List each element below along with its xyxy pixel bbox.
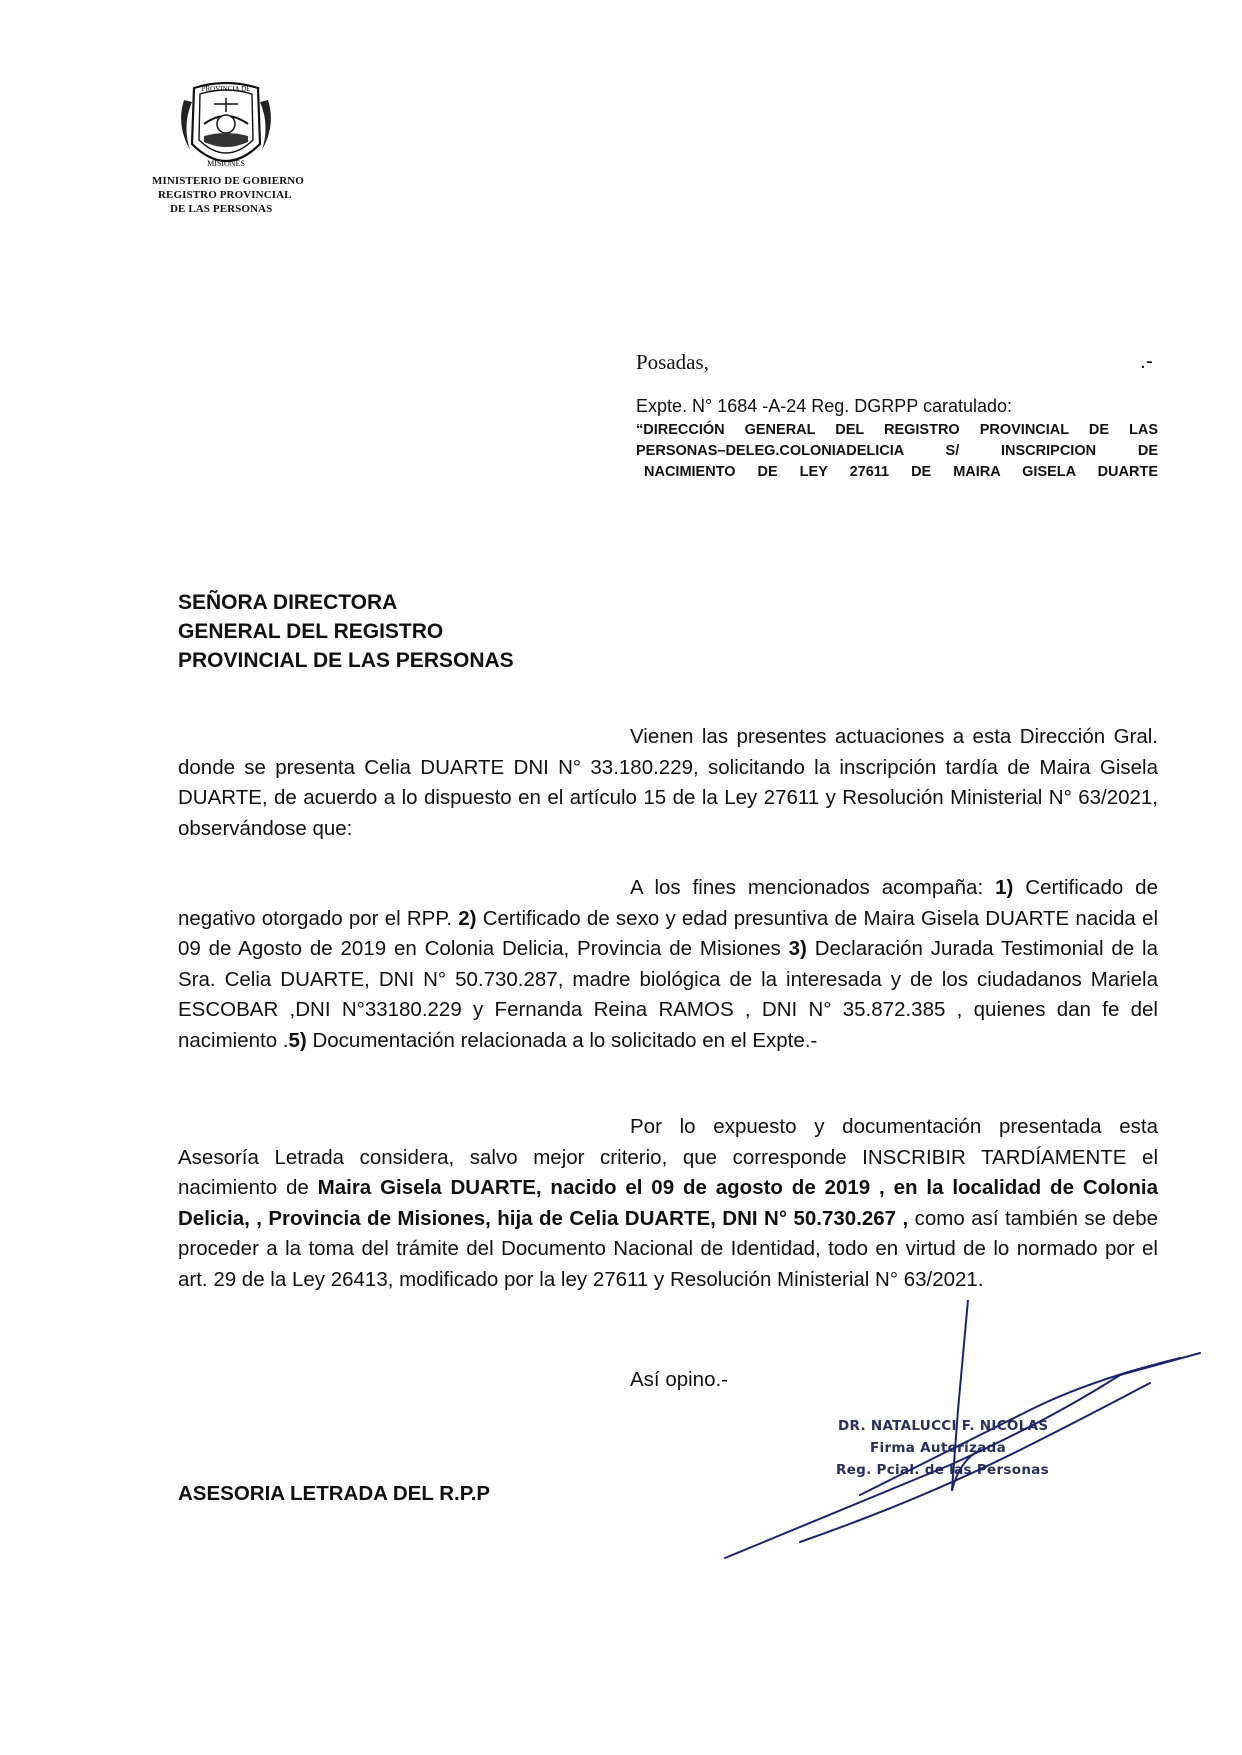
paragraph-2-text: Declaración Jurada Testimonial de la Sra. Celia DUARTE, DNI N° 50.730.287, madre biológica de la interesada y de los ciudadanos Mariela ESCOBAR ,DNI N°33180.229 y Fernanda Reina RAMOS , DNI N° 35.872.385 , quienes dan fe del nacimiento . [178, 937, 1158, 1052]
closing-phrase: Así opino.- [630, 1368, 728, 1391]
addressee-line-2: GENERAL DEL REGISTRO [178, 620, 444, 643]
expediente-line: Expte. N° 1684 -A-24 Reg. DGRPP caratulado: [636, 396, 1013, 416]
ministry-line-2: REGISTRO PROVINCIAL [158, 189, 292, 201]
date-end-mark: .- [1140, 350, 1153, 373]
item-number: 2) [458, 906, 477, 930]
paragraph-3-text: como así también se debe proceder a la toma del trámite del Documento Nacional de Identidad, todo en virtud de lo normado por el art. 29 de la Ley 26413, modificado por la ley 27611 y Resolución Ministerial N° 63/2021. [178, 1206, 1159, 1291]
paragraph-2-text: Documentación relacionada a lo solicitado en el Expte.- [306, 1028, 818, 1052]
item-number: 1) [995, 876, 1014, 899]
seal-text-top: PROVINCIA DE [201, 85, 251, 93]
paragraph-2-text: Certificado de sexo y edad presuntiva de Maira Gisela DUARTE nacida el 09 de Agosto de 2019 en Colonia Delicia, Provincia de Misiones [178, 906, 1158, 960]
ministry-line-3: DE LAS PERSONAS [170, 203, 273, 215]
ministry-line-1: MINISTERIO DE GOBIERNO [152, 175, 304, 187]
office-signature-line: ASESORIA LETRADA DEL R.P.P [178, 1482, 491, 1505]
stamp-name: DR. NATALUCCI F. NICOLAS [838, 1418, 1049, 1434]
caratula-line-1: “DIRECCIÓN GENERAL DEL REGISTRO PROVINCIAL DE LAS [636, 422, 1158, 438]
body-paragraph-3 [178, 1112, 1158, 1295]
addressee-line-3: PROVINCIAL DE LAS PERSONAS [178, 649, 514, 672]
handwritten-signature [720, 1300, 1220, 1580]
seal-text-bottom: MISIONES [207, 159, 245, 168]
paragraph-1-text: Vienen las presentes actuaciones a esta Dirección Gral. donde se presenta Celia DUARTE DNI N° 33.180.229, solicitando la inscripción tardía de Maira Gisela DUARTE, de acuerdo a lo dispuesto en el artículo 15 de la Ley 27611 y Resolución Ministerial N° 63/2021, observándose que: [178, 725, 1158, 840]
body-paragraph-1 [178, 722, 1158, 844]
caratula-line-3: NACIMIENTO DE LEY 27611 DE MAIRA GISELA DUARTE [644, 464, 1158, 480]
stamp-role: Firma Autorizada [870, 1440, 1006, 1456]
paragraph-2-text: A los fines mencionados acompaña: [630, 876, 996, 899]
item-number: 3) [788, 937, 807, 960]
caratula-line-2: PERSONAS–DELEG.COLONIADELICIA S/ INSCRIPCION DE [636, 443, 1158, 459]
provincial-seal-logo [176, 80, 276, 172]
expediente-caratula [636, 420, 1158, 483]
addressee-block [178, 588, 514, 675]
body-paragraph-2 [178, 873, 1158, 1056]
paragraph-3-bold-text: Maira Gisela DUARTE, nacido el 09 de agosto de 2019 , en la localidad de Colonia Delicia, , Provincia de Misiones, hija de Celia DUARTE, DNI N° 50.730.267 , [178, 1176, 1158, 1230]
date-place: Posadas, [636, 350, 709, 374]
paragraph-3-text: Por lo expuesto y documentación presentada esta Asesoría Letrada considera, salvo mejor criterio, que corresponde INSCRIBIR TARDÍAMENTE el nacimiento de [178, 1115, 1158, 1199]
item-number: 5) [288, 1028, 307, 1052]
stamp-office: Reg. Pcial. de las Personas [836, 1462, 1049, 1478]
addressee-line-1: SEÑORA DIRECTORA [178, 591, 398, 614]
paragraph-2-text: Certificado de negativo otorgado por el RPP. [178, 876, 1158, 930]
